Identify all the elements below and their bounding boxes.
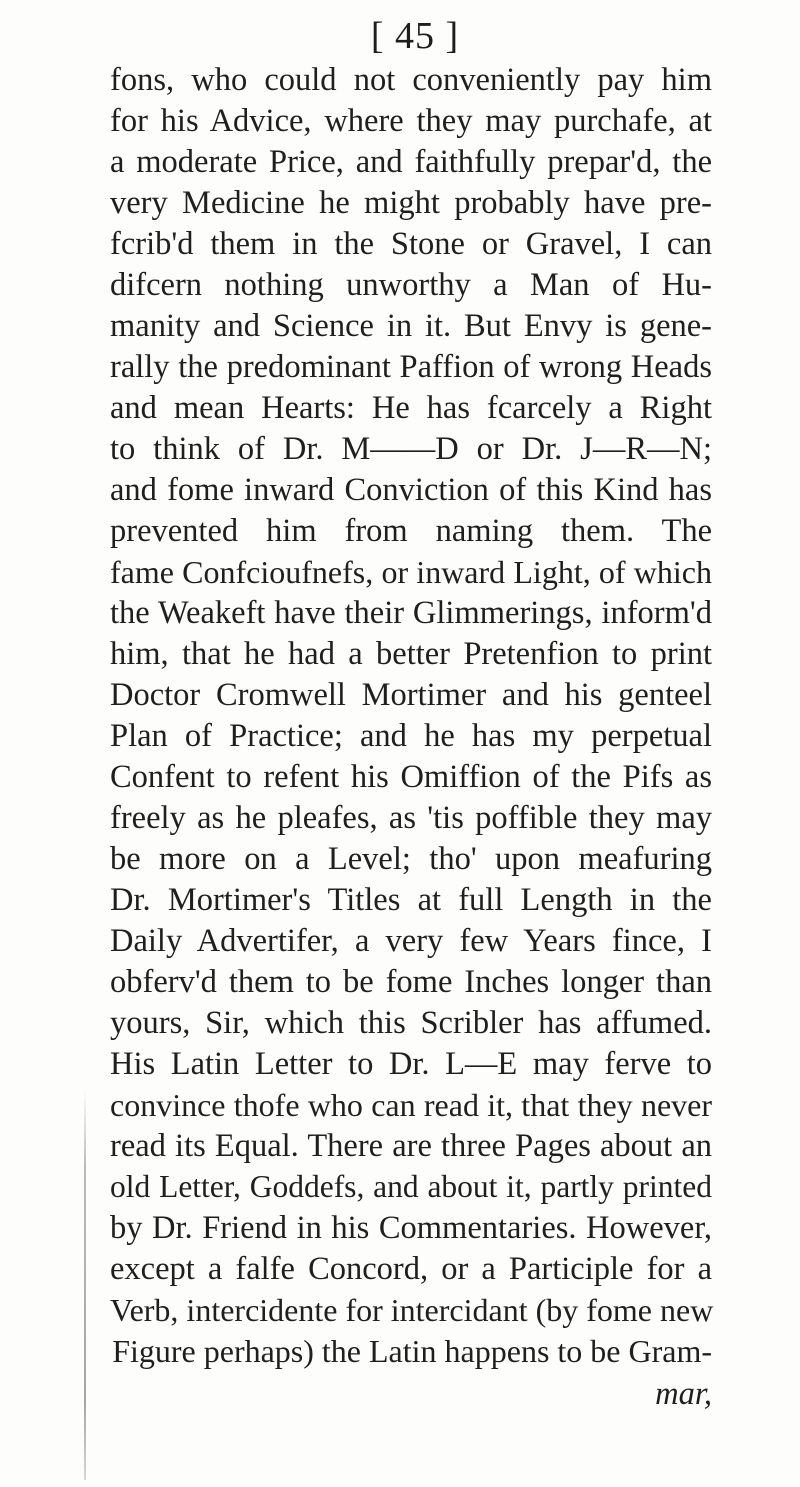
- text-line: very Medicine he might probably have pre-: [110, 185, 712, 221]
- text-line: His Latin Letter to Dr. L—E may ferve to: [110, 1046, 712, 1082]
- text-line: and mean Hearts: He has fcarcely a Right: [110, 390, 712, 426]
- text-line: to think of Dr. M——D or Dr. J—R—N;: [110, 431, 712, 467]
- text-line: a moderate Price, and faithfully prepar'd, the: [110, 144, 712, 180]
- text-line: for his Advice, where they may purchafe, at: [110, 103, 712, 139]
- text-line: convince thofe who can read it, that they never: [110, 1087, 712, 1123]
- text-line: Dr. Mortimer's Titles at full Length in the: [110, 882, 712, 918]
- text-line: difcern nothing unworthy a Man of Hu-: [110, 267, 712, 303]
- text-line: rally the predominant Paffion of wrong Heads: [110, 349, 712, 385]
- text-line: manity and Science in it. But Envy is gene-: [110, 308, 712, 344]
- text-line: by Dr. Friend in his Commentaries. However,: [110, 1210, 712, 1246]
- text-line: be more on a Level; tho' upon meafuring: [110, 841, 712, 877]
- text-line: old Letter, Goddefs, and about it, partly printed: [110, 1169, 712, 1204]
- text-line: Figure perhaps) the Latin happens to be Gram-: [112, 1333, 712, 1369]
- text-line: obferv'd them to be fome Inches longer than: [110, 964, 712, 1000]
- text-line: fame Confcioufnefs, or inward Light, of which: [110, 554, 712, 590]
- text-line: him, that he had a better Pretenfion to print: [110, 636, 712, 672]
- text-line: fcrib'd them in the Stone or Gravel, I can: [110, 226, 712, 262]
- text-line: Confent to refent his Omiffion of the Pifs as: [110, 759, 712, 795]
- text-line: fons, who could not conveniently pay him: [110, 62, 712, 98]
- text-line: and fome inward Conviction of this Kind has: [110, 472, 712, 508]
- text-line: the Weakeft have their Glimmerings, inform'd: [110, 595, 712, 631]
- page-edge-shadow: [84, 1090, 86, 1480]
- text-line: except a falfe Concord, or a Participle for a: [110, 1251, 712, 1287]
- text-line: Plan of Practice; and he has my perpetual: [110, 718, 712, 754]
- text-line: Doctor Cromwell Mortimer and his genteel: [110, 677, 712, 713]
- text-line: Verb, intercidente for intercidant (by fome new: [110, 1292, 714, 1328]
- text-line: freely as he pleafes, as 'tis poffible they may: [110, 800, 712, 836]
- catchword: mar,: [655, 1376, 712, 1412]
- page-header: [0, 14, 800, 58]
- text-line: Daily Advertifer, a very few Years fince, I: [110, 923, 712, 959]
- text-line: yours, Sir, which this Scribler has affumed.: [110, 1005, 712, 1041]
- page-number: [ 45 ]: [370, 15, 460, 57]
- text-line: read its Equal. There are three Pages about an: [110, 1128, 712, 1164]
- text-line: prevented him from naming them. The: [110, 513, 712, 549]
